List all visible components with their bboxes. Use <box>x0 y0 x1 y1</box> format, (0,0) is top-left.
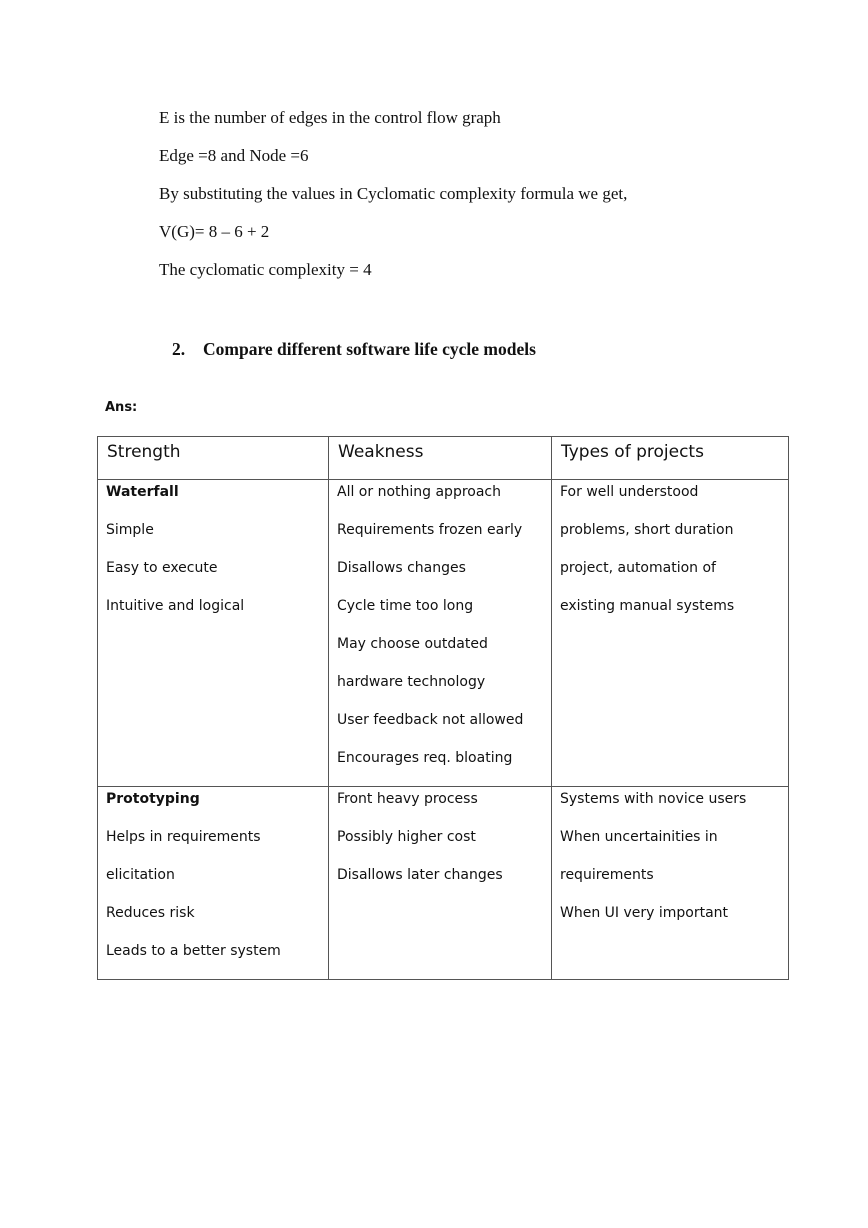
model-name-waterfall: Waterfall <box>106 484 179 500</box>
paragraph-formula: V(G)= 8 – 6 + 2 <box>159 222 270 241</box>
cell-prototyping-projects <box>552 787 789 980</box>
cell-line: User feedback not allowed <box>337 712 524 728</box>
header-weakness: Weakness <box>329 437 552 480</box>
table-row-prototyping <box>98 787 789 980</box>
cell-line: Cycle time too long <box>337 598 474 614</box>
cell-line: Encourages req. bloating <box>337 750 513 766</box>
cell-prototyping-weakness <box>329 787 552 980</box>
header-types-of-projects: Types of projects <box>552 437 789 480</box>
cell-line: When UI very important <box>560 905 729 921</box>
cell-line: Disallows later changes <box>337 867 503 883</box>
cell-line: Requirements frozen early <box>337 522 523 538</box>
model-name-prototyping: Prototyping <box>106 791 200 807</box>
paragraph-edge-node-values: Edge =8 and Node =6 <box>159 146 309 165</box>
cell-line: Easy to execute <box>106 560 218 576</box>
cell-line: When uncertainities in <box>560 829 718 845</box>
cell-line: Leads to a better system <box>106 943 281 959</box>
cell-waterfall-strength <box>98 480 329 787</box>
cell-line: Simple <box>106 522 154 538</box>
paragraph-result: The cyclomatic complexity = 4 <box>159 260 372 279</box>
cell-line: hardware technology <box>337 674 486 690</box>
cell-line: For well understood <box>560 484 699 500</box>
question-number: 2. <box>172 339 186 359</box>
cell-line: Systems with novice users <box>560 791 747 807</box>
question-text: Compare different software life cycle models <box>203 339 536 359</box>
cell-prototyping-strength <box>98 787 329 980</box>
cell-line: Front heavy process <box>337 791 478 807</box>
table-row-waterfall <box>98 480 789 787</box>
cell-line: Possibly higher cost <box>337 829 476 845</box>
cell-line: Intuitive and logical <box>106 598 245 614</box>
cell-line: problems, short duration <box>560 522 734 538</box>
cell-line: Reduces risk <box>106 905 195 921</box>
cell-line: requirements <box>560 867 654 883</box>
table-header-row <box>98 437 789 480</box>
cell-line: project, automation of <box>560 560 716 576</box>
cell-waterfall-projects <box>552 480 789 787</box>
question-heading <box>172 339 536 360</box>
cell-waterfall-weakness <box>329 480 552 787</box>
cell-line: May choose outdated <box>337 636 488 652</box>
answer-label: Ans: <box>105 400 138 415</box>
paragraph-substitution: By substituting the values in Cyclomatic complexity formula we get, <box>159 184 628 203</box>
header-strength: Strength <box>98 437 329 480</box>
cell-line: elicitation <box>106 867 175 883</box>
comparison-table <box>97 436 789 980</box>
paragraph-edges-definition: E is the number of edges in the control flow graph <box>159 108 501 127</box>
cell-line: Disallows changes <box>337 560 466 576</box>
cell-line: existing manual systems <box>560 598 735 614</box>
cell-line: All or nothing approach <box>337 484 501 500</box>
cell-line: Helps in requirements <box>106 829 261 845</box>
